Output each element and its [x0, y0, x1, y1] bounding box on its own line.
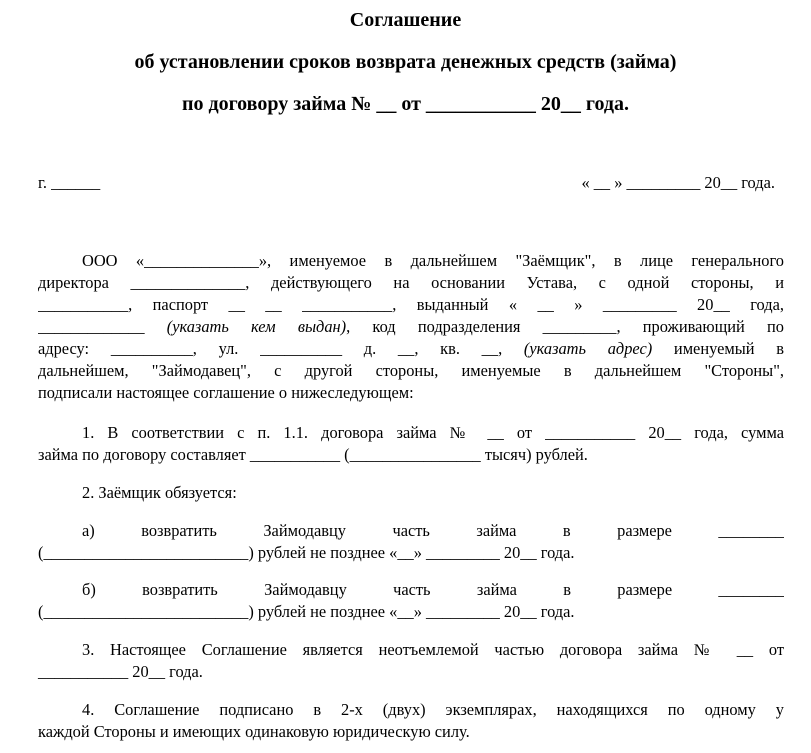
preamble-line-4-blank: _____________	[38, 317, 167, 336]
preamble-line-1: ООО «______________», именуемое в дальнейшем "Заёмщик", в лице генерального	[82, 251, 784, 270]
issued-by-note: (указать кем выдан)	[166, 317, 347, 336]
document-title: Соглашение	[349, 9, 462, 31]
preamble-line-2: директора ______________, действующего на основании Устава, с одной стороны, и	[38, 273, 784, 292]
preamble-line-5-address: адресу: __________, ул. __________ д. __, кв. __,	[38, 339, 524, 358]
city-field: г. ______	[38, 173, 101, 192]
clause-2a-line-1: а) возвратить Займодавцу часть займа в размере ________	[82, 521, 784, 540]
clause-2-heading: 2. Заёмщик обязуется:	[82, 483, 237, 502]
preamble-line-4-rest: , код подразделения _________, проживающий по	[346, 317, 784, 336]
clause-3-line-1: 3. Настоящее Соглашение является неотъемлемой частью договора займа № __ от	[82, 640, 784, 659]
clause-3-line-2: ___________ 20__ года.	[38, 662, 203, 681]
address-note: (указать адрес)	[523, 339, 653, 358]
preamble-line-5	[38, 338, 784, 360]
preamble-line-5-rest: именуемый в	[652, 339, 784, 358]
document-subtitle-contract: по договору займа № __ от ___________ 20__ года.	[181, 93, 630, 115]
clause-2b-line-1: б) возвратить Займодавцу часть займа в размере ________	[82, 580, 784, 599]
clause-2b-line-2: (_________________________) рублей не позднее «__» _________ 20__ года.	[38, 602, 575, 621]
clause-1-line-1: 1. В соответствии с п. 1.1. договора займа № __ от ___________ 20__ года, сумма	[82, 423, 784, 442]
clause-1-line-2: займа по договору составляет ___________ (________________ тысяч) рублей.	[38, 445, 588, 464]
preamble-line-4	[38, 316, 784, 338]
preamble-line-3: ___________, паспорт __ __ ___________, выданный « __ » _________ 20__ года,	[38, 295, 784, 314]
clause-2a-line-2: (_________________________) рублей не позднее «__» _________ 20__ года.	[38, 543, 575, 562]
clause-4-line-2: каждой Стороны и имеющих одинаковую юридическую силу.	[38, 722, 470, 741]
preamble-line-6: дальнейшем, "Займодавец", с другой стороны, именуемые в дальнейшем "Стороны",	[38, 361, 784, 380]
preamble-line-7: подписали настоящее соглашение о нижеследующем:	[38, 383, 414, 402]
document-subtitle: об установлении сроков возврата денежных средств (займа)	[134, 51, 677, 73]
date-field: « __ » _________ 20__ года.	[581, 173, 775, 192]
clause-4-line-1: 4. Соглашение подписано в 2-х (двух) экземплярах, находящихся по одному у	[82, 700, 784, 719]
